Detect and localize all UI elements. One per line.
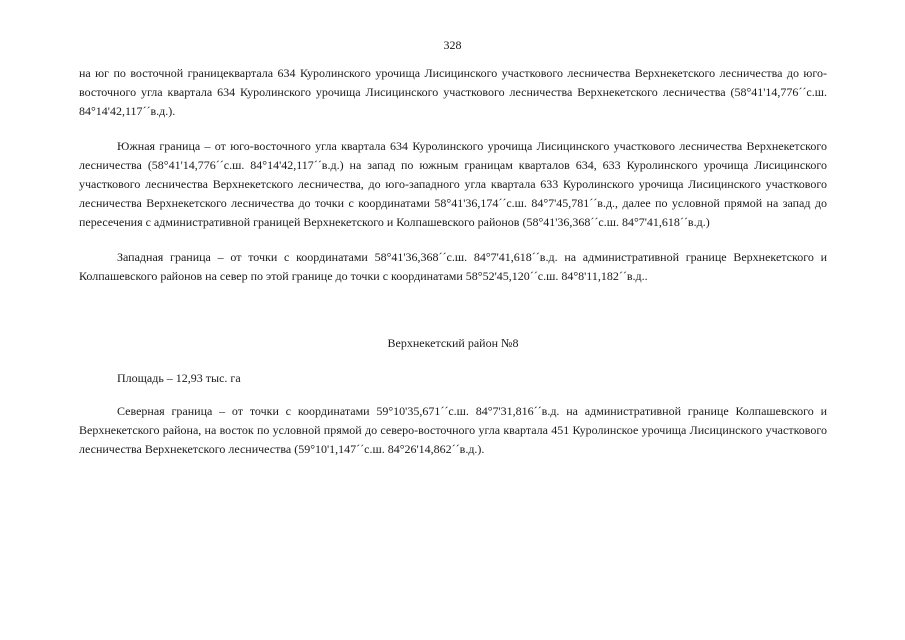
paragraph-western-boundary: Западная граница – от точки с координатами 58°41'36,368´´с.ш. 84°7'41,618´´в.д. на административной границе Верхнекетского и Колпашевского районов на север по этой границе до точки с координатами 58°52'45,120´´с.ш. 84°8'11,182´´в.д.. (79, 250, 827, 283)
section-heading: Верхнекетский район №8 (387, 336, 519, 350)
paragraph-southern-boundary: Южная граница – от юго-восточного угла квартала 634 Куролинского урочища Лисицинского участкового лесничества Верхнекетского лесничества (58°41'14,776´´с.ш. 84°14'42,117´´в.д.) на запад по южным границам кварталов 634, 633 Куролинского урочища Лисицинского участкового лесничества Верхнекетского лесничества, до юго-западного угла квартала 633 Куролинского урочища Лисицинского участкового лесничества Верхнекетского лесничества до точки с координатами 58°41'36,174´´с.ш. 84°7'45,781´´в.д., далее по условной прямой на запад до пересечения с административной границей Верхнекетского и Колпашевского районов (58°41'36,368´´с.ш. 84°7'41,618´´в.д.) (79, 139, 827, 229)
page-number: 328 (443, 38, 462, 52)
document-body (79, 64, 827, 459)
area-text: Площадь – 12,93 тыс. га (117, 371, 241, 385)
paragraph-continuation: на юг по восточной границеквартала 634 Куролинского урочища Лисицинского участкового лесничества Верхнекетского лесничества до юго-восточного угла квартала 634 Куролинского урочища Лисицинского участкового лесничества Верхнекетского лесничества (58°41'14,776´´с.ш. 84°14'42,117´´в.д.). (79, 66, 827, 118)
paragraph-northern-boundary: Северная граница – от точки с координатами 59°10'35,671´´с.ш. 84°7'31,816´´в.д. на административной границе Колпашевского и Верхнекетского района, на восток по условной прямой до северо-восточного угла квартала 451 Куролинское урочища Лисицинского участкового лесничества Верхнекетского лесничества (59°10'1,147´´с.ш. 84°26'14,862´´в.д.). (79, 404, 827, 456)
